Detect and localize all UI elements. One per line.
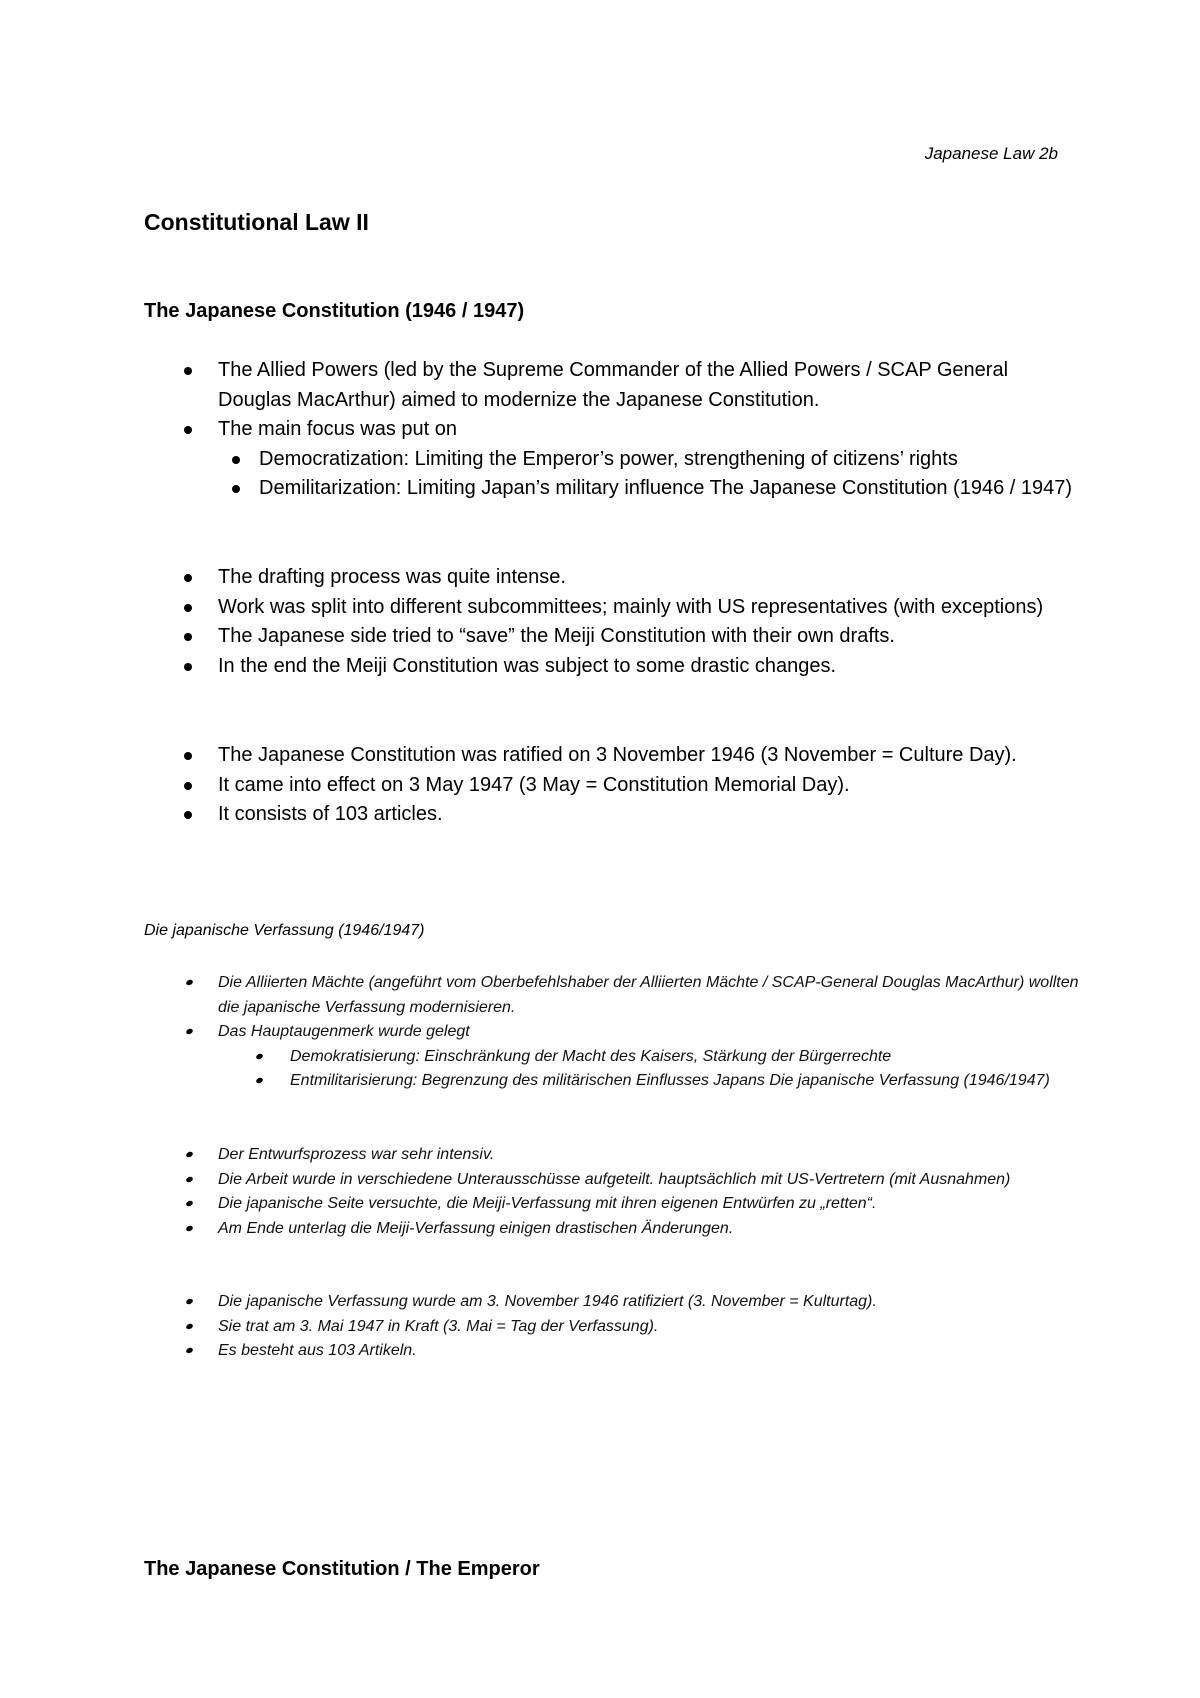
sub-list-item: Demilitarization: Limiting Japan’s military influence The Japanese Constitution (1946 / 1947): [144, 474, 1074, 504]
list-item: It came into effect on 3 May 1947 (3 May = Constitution Memorial Day).: [144, 771, 1074, 801]
german-list-group-1: [144, 971, 1084, 1094]
header-label: Japanese Law 2b: [924, 144, 1058, 163]
german-list-group-3: [144, 1290, 1084, 1364]
list-item: Sie trat am 3. Mai 1947 in Kraft (3. Mai = Tag der Verfassung).: [144, 1315, 1084, 1340]
list-item: The Allied Powers (led by the Supreme Commander of the Allied Powers / SCAP General Douglas MacArthur) aimed to modernize the Japanese Constitution.: [144, 356, 1074, 415]
list-item: Der Entwurfsprozess war sehr intensiv.: [144, 1143, 1084, 1168]
section-heading-constitution: The Japanese Constitution (1946 / 1947): [144, 300, 525, 322]
document-title: Constitutional Law II: [144, 209, 369, 235]
list-item: Es besteht aus 103 Artikeln.: [144, 1339, 1084, 1364]
list-item: The drafting process was quite intense.: [144, 563, 1074, 593]
list-item: Die Arbeit wurde in verschiedene Unterausschüsse aufgeteilt. hauptsächlich mit US-Vertretern (mit Ausnahmen): [144, 1168, 1084, 1193]
section-heading-emperor: The Japanese Constitution / The Emperor: [144, 1558, 540, 1580]
sub-list-item: Entmilitarisierung: Begrenzung des militärischen Einflusses Japans Die japanische Verfassung (1946/1947): [144, 1069, 1084, 1094]
list-item: It consists of 103 articles.: [144, 800, 1074, 830]
list-item: Am Ende unterlag die Meiji-Verfassung einigen drastischen Änderungen.: [144, 1217, 1084, 1242]
list-item: The Japanese side tried to “save” the Meiji Constitution with their own drafts.: [144, 622, 1074, 652]
list-item: Die Alliierten Mächte (angeführt vom Oberbefehlshaber der Alliierten Mächte / SCAP-General Douglas MacArthur) wollten die japanische Verfassung modernisieren.: [144, 971, 1084, 1020]
list-item: The Japanese Constitution was ratified on 3 November 1946 (3 November = Culture Day).: [144, 741, 1074, 771]
list-item: Work was split into different subcommittees; mainly with US representatives (with exceptions): [144, 593, 1074, 623]
list-item: The main focus was put on: [144, 415, 1074, 445]
german-list-group-2: [144, 1143, 1084, 1241]
english-list-group-3: [144, 741, 1074, 830]
list-item: Das Hauptaugenmerk wurde gelegt: [144, 1020, 1084, 1045]
german-heading: Die japanische Verfassung (1946/1947): [144, 922, 425, 939]
english-list-group-1: [144, 356, 1074, 504]
sub-list-item: Democratization: Limiting the Emperor’s power, strengthening of citizens’ rights: [144, 445, 1074, 475]
list-item: Die japanische Seite versuchte, die Meiji-Verfassung mit ihren eigenen Entwürfen zu „retten“.: [144, 1192, 1084, 1217]
sub-list-item: Demokratisierung: Einschränkung der Macht des Kaisers, Stärkung der Bürgerrechte: [144, 1045, 1084, 1070]
english-list-group-2: [144, 563, 1074, 681]
list-item: Die japanische Verfassung wurde am 3. November 1946 ratifiziert (3. November = Kulturtag).: [144, 1290, 1084, 1315]
list-item: In the end the Meiji Constitution was subject to some drastic changes.: [144, 652, 1074, 682]
